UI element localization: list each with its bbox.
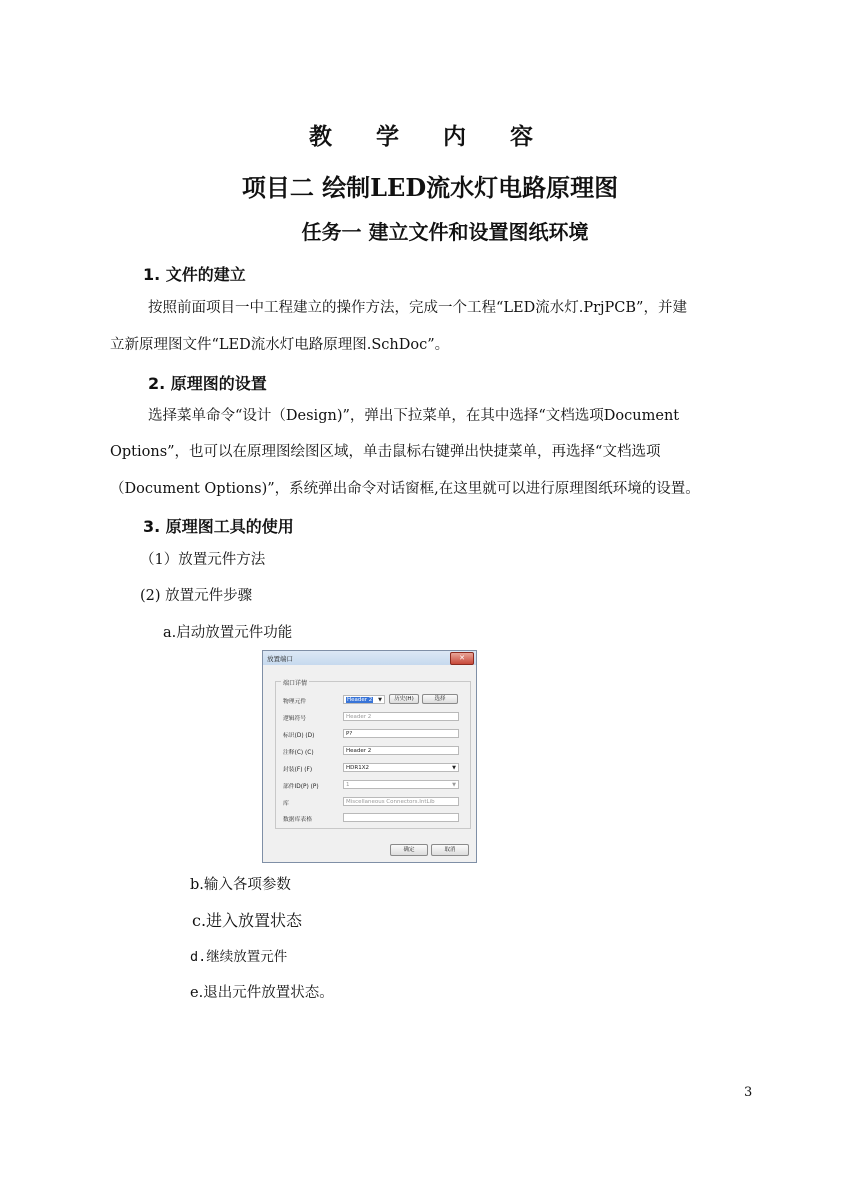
physical-component-select[interactable] — [343, 695, 385, 704]
dialog-title: 放置端口 — [267, 655, 293, 663]
step-c: c.进入放置状态 — [192, 911, 303, 930]
label-part-id: 部件ID(P) (P) — [283, 784, 319, 790]
designator-field[interactable]: P? — [343, 729, 459, 738]
dropdown-arrow-icon: ▼ — [378, 697, 382, 703]
label-designator: 标识(D) (D) — [283, 733, 315, 739]
section-1-line-2: 立新原理图文件“LED流水灯电路原理图.SchDoc”。 — [110, 337, 450, 353]
part-id-value: 1 — [346, 782, 350, 788]
step-a: a.启动放置元件功能 — [163, 625, 293, 641]
page-number: 3 — [744, 1085, 753, 1100]
section-2-line-1: 选择菜单命令“设计（Design)”，弹出下拉菜单，在其中选择“文档选项Document — [148, 408, 680, 424]
ok-button[interactable]: 确定 — [390, 844, 428, 856]
library-field[interactable]: Miscellaneous Connectors.IntLib — [343, 797, 459, 806]
footprint-value: HDR1X2 — [346, 765, 369, 771]
section-2-line-3: （Document Options)”，系统弹出命令对话窗框,在这里就可以进行原理图纸环境的设置。 — [110, 481, 700, 497]
step-d: d.继续放置元件 — [190, 949, 288, 965]
history-button[interactable]: 历史(H) — [389, 694, 419, 704]
logical-symbol-field[interactable]: Header 2 — [343, 712, 459, 721]
dropdown-arrow-icon: ▼ — [452, 782, 456, 788]
section-3-heading: 3. 原理图工具的使用 — [143, 517, 294, 536]
label-library: 库 — [283, 801, 289, 807]
comment-field[interactable]: Header 2 — [343, 746, 459, 755]
project-title: 项目二 绘制LED流水灯电路原理图 — [241, 173, 619, 202]
group-title: 端口详情 — [283, 680, 308, 687]
label-db-table: 数据库表格 — [283, 817, 312, 823]
dialog-titlebar — [263, 651, 476, 665]
section-1-line-1: 按照前面项目一中工程建立的操作方法，完成一个工程“LED流水灯.PrjPCB”，并建 — [148, 300, 687, 316]
task-title: 任务一 建立文件和设置图纸环境 — [301, 220, 589, 244]
db-table-field[interactable] — [343, 813, 459, 822]
place-port-dialog — [262, 650, 477, 863]
section-2-line-2: Options”，也可以在原理图绘图区域，单击鼠标右键弹出快捷菜单，再选择“文档选项 — [110, 444, 661, 460]
close-icon[interactable]: ✕ — [450, 652, 474, 665]
section-3-item-1: （1）放置元件方法 — [140, 552, 266, 568]
label-footprint: 封装(F) (F) — [283, 767, 313, 773]
part-id-select[interactable] — [343, 780, 459, 789]
dropdown-arrow-icon: ▼ — [452, 765, 456, 771]
label-comment: 注释(C) (C) — [283, 750, 314, 756]
label-logical: 逻辑符号 — [283, 716, 307, 722]
choose-button[interactable]: 选择 — [422, 694, 458, 704]
section-1-heading: 1. 文件的建立 — [143, 265, 246, 284]
label-physical: 物理元件 — [283, 699, 307, 705]
physical-value: Header 2 — [347, 697, 373, 703]
section-3-item-2: (2) 放置元件步骤 — [140, 588, 253, 604]
step-e: e.退出元件放置状态。 — [190, 985, 334, 1001]
cancel-button[interactable]: 取消 — [431, 844, 469, 856]
footprint-select[interactable] — [343, 763, 459, 772]
page-title: 教 学 内 容 — [308, 123, 552, 150]
step-b: b.输入各项参数 — [190, 877, 291, 893]
section-2-heading: 2. 原理图的设置 — [148, 374, 267, 393]
